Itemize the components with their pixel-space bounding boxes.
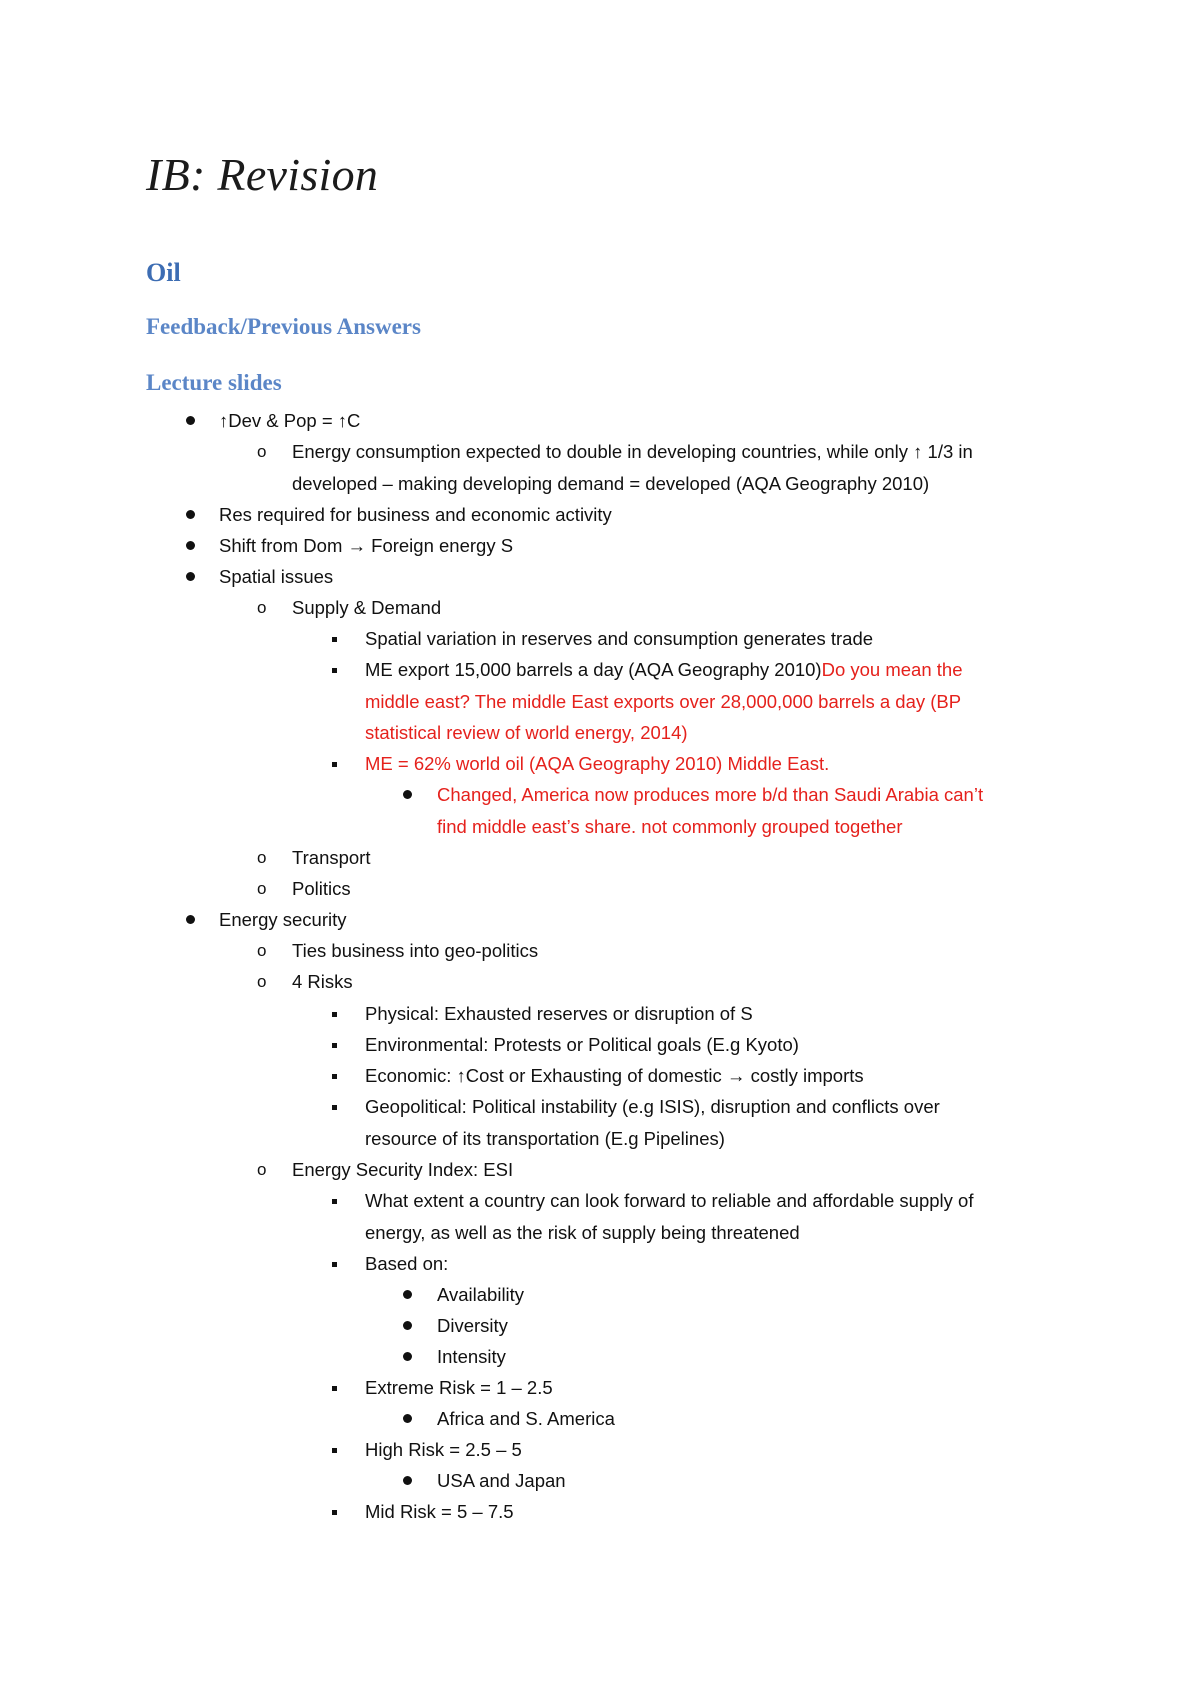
list-item-text: ME export 15,000 barrels a day (AQA Geography 2010)	[365, 659, 822, 680]
bullet-dot	[186, 572, 195, 581]
heading-lecture-slides: Lecture slides	[146, 370, 282, 395]
bullet-square	[332, 1386, 337, 1391]
bullet-dot	[403, 1414, 412, 1423]
list-item	[365, 659, 963, 681]
list-item: Economic: ↑Cost or Exhausting of domestic → costly imports	[365, 1065, 864, 1086]
list-item: Ties business into geo-politics	[292, 940, 539, 961]
bullet-circle: o	[257, 879, 267, 898]
bullet-dot	[186, 510, 195, 519]
feedback-comment: middle east? The middle East exports over 28,000,000 barrels a day (BP	[365, 691, 962, 712]
list-item: Extreme Risk = 1 – 2.5	[365, 1377, 553, 1398]
bullet-square	[332, 668, 337, 673]
bullet-circle: o	[257, 598, 267, 617]
list-item: Environmental: Protests or Political goals (E.g Kyoto)	[365, 1034, 799, 1055]
list-item: Supply & Demand	[292, 597, 442, 618]
bullet-dot	[403, 1476, 412, 1485]
bullet-square	[332, 762, 337, 767]
bullet-dot	[186, 541, 195, 550]
bullet-circle: o	[257, 972, 267, 991]
feedback-comment: Changed, America now produces more b/d than Saudi Arabia can’t	[437, 784, 984, 805]
bullet-square	[332, 1448, 337, 1453]
list-item: Mid Risk = 5 – 7.5	[365, 1501, 514, 1522]
feedback-comment: find middle east’s share. not commonly grouped together	[437, 816, 903, 837]
list-item: High Risk = 2.5 – 5	[365, 1439, 522, 1460]
list-item: Energy Security Index: ESI	[292, 1159, 514, 1180]
list-item: Physical: Exhausted reserves or disruption of S	[365, 1003, 753, 1024]
bullet-square	[332, 1074, 337, 1079]
list-item: Res required for business and economic activity	[219, 504, 612, 525]
list-item-continuation: resource of its transportation (E.g Pipelines)	[365, 1128, 725, 1149]
list-item: Spatial variation in reserves and consumption generates trade	[365, 628, 874, 649]
bullet-circle: o	[257, 1160, 267, 1179]
bullet-circle: o	[257, 442, 267, 461]
bullet-dot	[403, 790, 412, 799]
heading-oil: Oil	[146, 258, 181, 287]
bullet-square	[332, 637, 337, 642]
list-item: Geopolitical: Political instability (e.g ISIS), disruption and conflicts over	[365, 1096, 940, 1117]
bullet-square	[332, 1105, 337, 1110]
heading-feedback: Feedback/Previous Answers	[146, 314, 421, 339]
bullet-dot	[403, 1290, 412, 1299]
bullet-square	[332, 1262, 337, 1267]
bullet-circle: o	[257, 848, 267, 867]
feedback-comment: ME = 62% world oil (AQA Geography 2010) Middle East.	[365, 753, 830, 774]
list-item: USA and Japan	[437, 1470, 566, 1491]
list-item: Transport	[292, 847, 371, 868]
list-item: Based on:	[365, 1253, 449, 1274]
list-item-continuation: developed – making developing demand = developed (AQA Geography 2010)	[292, 473, 930, 494]
bullet-dot	[186, 416, 195, 425]
feedback-comment: statistical review of world energy, 2014)	[365, 722, 688, 743]
list-item: 4 Risks	[292, 971, 353, 992]
bullet-circle: o	[257, 941, 267, 960]
list-item: Spatial issues	[219, 566, 334, 587]
list-item: Energy security	[219, 909, 347, 930]
bullet-square	[332, 1510, 337, 1515]
list-item: Africa and S. America	[437, 1408, 615, 1429]
bullet-dot	[403, 1352, 412, 1361]
list-item: Shift from Dom → Foreign energy S	[219, 535, 514, 556]
bullet-dot	[403, 1321, 412, 1330]
bullet-square	[332, 1199, 337, 1204]
list-item: Diversity	[437, 1315, 508, 1336]
bullet-square	[332, 1012, 337, 1017]
document-title: IB: Revision	[146, 149, 379, 200]
list-item: Availability	[437, 1284, 525, 1305]
list-item: Energy consumption expected to double in developing countries, while only ↑ 1/3 in	[292, 441, 973, 462]
list-item-continuation: energy, as well as the risk of supply being threatened	[365, 1222, 800, 1243]
bullet-square	[332, 1043, 337, 1048]
bullet-dot	[186, 915, 195, 924]
list-item: What extent a country can look forward to reliable and affordable supply of	[365, 1190, 974, 1211]
list-item: Politics	[292, 878, 351, 899]
feedback-comment: Do you mean the	[821, 659, 963, 680]
list-item: Intensity	[437, 1346, 506, 1367]
list-item: ↑Dev & Pop = ↑C	[219, 410, 361, 431]
